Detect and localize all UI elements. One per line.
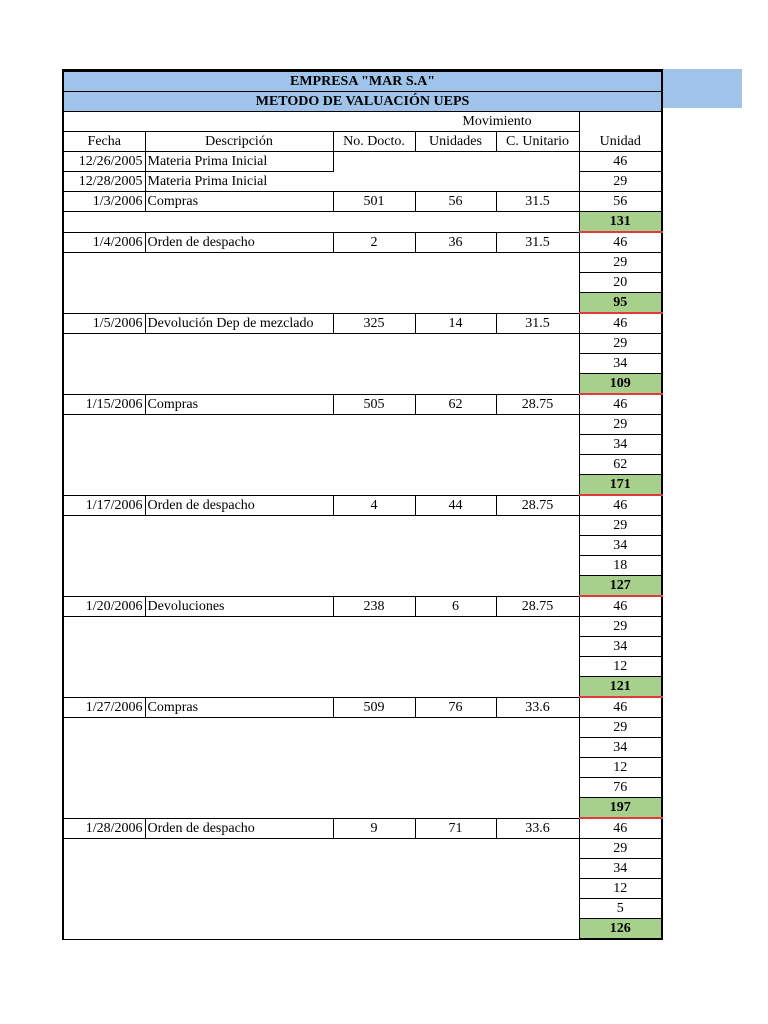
descripcion-cell: Compras: [145, 192, 333, 212]
no-docto-cell: 238: [333, 596, 415, 617]
total-row: [63, 212, 662, 233]
col-unidad: Unidad: [579, 132, 662, 152]
blank-block: [63, 212, 579, 233]
c-unitario-cell: 31.5: [496, 232, 579, 253]
blank-block: [63, 415, 579, 496]
layer-cell: 34: [579, 859, 662, 879]
layer-row: [63, 415, 662, 435]
c-unitario-cell: 28.75: [496, 495, 579, 516]
unidad-cell: 46: [579, 152, 662, 172]
total-cell: 121: [579, 677, 662, 698]
layer-cell: 62: [579, 455, 662, 475]
fecha-cell: 1/20/2006: [63, 596, 145, 617]
descripcion-cell: Orden de despacho: [145, 495, 333, 516]
total-cell: 127: [579, 576, 662, 597]
layer-cell: 29: [579, 839, 662, 859]
layer-cell: 20: [579, 273, 662, 293]
layer-cell: 34: [579, 435, 662, 455]
fecha-cell: 1/27/2006: [63, 697, 145, 718]
descripcion-cell: Orden de despacho: [145, 818, 333, 839]
no-docto-cell: 2: [333, 232, 415, 253]
no-docto-cell: 4: [333, 495, 415, 516]
transaction-row: [63, 232, 662, 253]
transaction-row: [63, 596, 662, 617]
blank-block: [63, 718, 579, 819]
col-unidades: Unidades: [415, 132, 496, 152]
fecha-cell: 1/4/2006: [63, 232, 145, 253]
layer-cell: 46: [579, 697, 662, 718]
descripcion-cell: Devolución Dep de mezclado: [145, 313, 333, 334]
transaction-row: [63, 697, 662, 718]
transaction-row: [63, 313, 662, 334]
total-cell: 171: [579, 475, 662, 496]
no-docto-cell: 325: [333, 313, 415, 334]
unidades-cell: 36: [415, 232, 496, 253]
blank-block: [63, 253, 579, 314]
layer-row: [63, 839, 662, 859]
blank-block: [63, 617, 579, 698]
blank-block: [63, 334, 579, 395]
no-docto-cell: 505: [333, 394, 415, 415]
layer-cell: 18: [579, 556, 662, 576]
c-unitario-cell: 33.6: [496, 697, 579, 718]
layer-cell: 46: [579, 596, 662, 617]
col-fecha: Fecha: [63, 132, 145, 152]
descripcion-cell: Compras: [145, 697, 333, 718]
layer-cell: 46: [579, 313, 662, 334]
layer-row: [63, 253, 662, 273]
unidad-cell: 29: [579, 172, 662, 192]
unidades-cell: 56: [415, 192, 496, 212]
blank-block: [63, 839, 579, 940]
no-docto-cell: 501: [333, 192, 415, 212]
total-cell: 126: [579, 919, 662, 940]
fecha-cell: 1/28/2006: [63, 818, 145, 839]
c-unitario-cell: 31.5: [496, 313, 579, 334]
layer-cell: 29: [579, 253, 662, 273]
valuation-sheet: [62, 69, 662, 940]
layer-cell: 29: [579, 718, 662, 738]
c-unitario-cell: 33.6: [496, 818, 579, 839]
layer-row: [63, 617, 662, 637]
layer-cell: 46: [579, 232, 662, 253]
total-cell: 197: [579, 798, 662, 819]
no-docto-cell: 9: [333, 818, 415, 839]
c-unitario-cell: 28.75: [496, 596, 579, 617]
col-no-docto: No. Docto.: [333, 132, 415, 152]
layer-cell: 56: [579, 192, 662, 212]
fecha-cell: 1/17/2006: [63, 495, 145, 516]
unidades-cell: 76: [415, 697, 496, 718]
layer-cell: 29: [579, 516, 662, 536]
layer-cell: 29: [579, 617, 662, 637]
fecha-cell: 12/28/2005: [63, 172, 145, 192]
unidades-cell: 6: [415, 596, 496, 617]
layer-cell: 34: [579, 536, 662, 556]
total-cell: 95: [579, 293, 662, 314]
col-descripcion: Descripción: [145, 132, 333, 152]
layer-cell: 12: [579, 879, 662, 899]
layer-cell: 29: [579, 334, 662, 354]
movimiento-header: Movimiento: [415, 112, 579, 132]
total-cell: 109: [579, 374, 662, 395]
header-fill-extension: [662, 69, 742, 108]
unidades-cell: 44: [415, 495, 496, 516]
no-docto-cell: 509: [333, 697, 415, 718]
unidades-cell: 62: [415, 394, 496, 415]
layer-cell: 29: [579, 415, 662, 435]
layer-cell: 76: [579, 778, 662, 798]
descripcion-cell: Devoluciones: [145, 596, 333, 617]
transaction-row: [63, 495, 662, 516]
layer-row: [63, 516, 662, 536]
layer-cell: 46: [579, 394, 662, 415]
transaction-row: [63, 394, 662, 415]
layer-cell: 12: [579, 758, 662, 778]
transaction-row: [63, 192, 662, 212]
descripcion-cell: Orden de despacho: [145, 232, 333, 253]
unidades-cell: 71: [415, 818, 496, 839]
c-unitario-cell: 31.5: [496, 192, 579, 212]
descripcion-cell: Compras: [145, 394, 333, 415]
c-unitario-cell: 28.75: [496, 394, 579, 415]
fecha-cell: 1/3/2006: [63, 192, 145, 212]
layer-cell: 34: [579, 637, 662, 657]
fecha-cell: 1/5/2006: [63, 313, 145, 334]
layer-cell: 46: [579, 818, 662, 839]
blank-block: [63, 516, 579, 597]
initial-row: [63, 152, 662, 172]
layer-cell: 34: [579, 738, 662, 758]
company-title: EMPRESA "MAR S.A": [63, 71, 662, 92]
descripcion-cell: Materia Prima Inicial: [145, 172, 333, 192]
method-title: METODO DE VALUACIÓN UEPS: [63, 92, 662, 112]
layer-row: [63, 334, 662, 354]
layer-cell: 12: [579, 657, 662, 677]
fecha-cell: 12/26/2005: [63, 152, 145, 172]
total-cell: 131: [579, 212, 662, 233]
col-c-unitario: C. Unitario: [496, 132, 579, 152]
fecha-cell: 1/15/2006: [63, 394, 145, 415]
layer-row: [63, 718, 662, 738]
layer-cell: 34: [579, 354, 662, 374]
layer-cell: 46: [579, 495, 662, 516]
descripcion-cell: Materia Prima Inicial: [145, 152, 333, 172]
layer-cell: 5: [579, 899, 662, 919]
unidades-cell: 14: [415, 313, 496, 334]
transaction-row: [63, 818, 662, 839]
ueps-table: [62, 69, 663, 940]
